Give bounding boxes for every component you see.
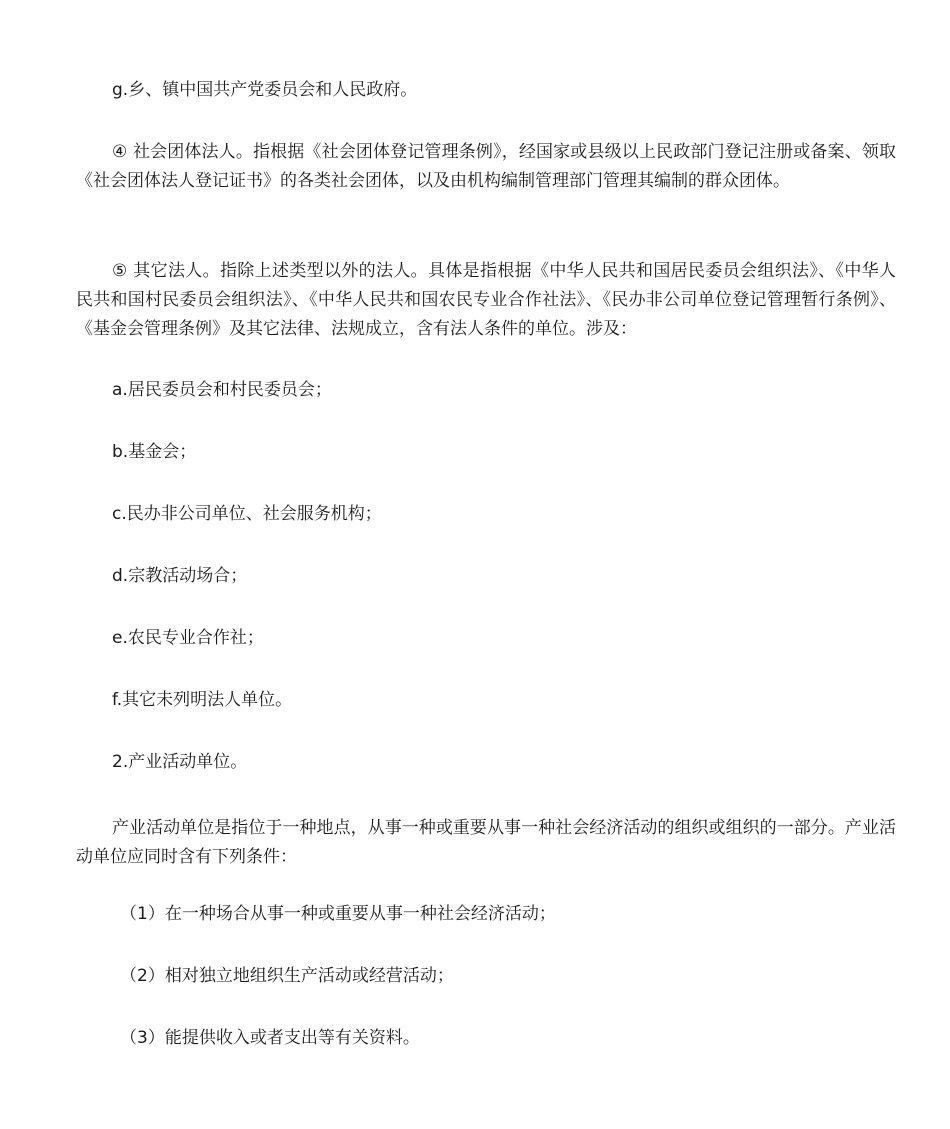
paragraph-item-c: c.民办非公司单位、社会服务机构； <box>112 504 382 524</box>
paragraph-other-legal-person: ⑤ 其它法人。指除上述类型以外的法人。具体是指根据《中华人民共和国居民委员会组织法》、《中华人民共和国村民委员会组织法》、《中华人民共和国农民专业合作社法》、《民办非公司单位登记管理暂行条例》、《基金会管理条例》及其它法律、法规成立，含有法人条件的单位。涉及： <box>76 261 896 339</box>
paragraph-social-group-legal-person: ④ 社会团体法人。指根据《社会团体登记管理条例》，经国家或县级以上民政部门登记注册或备案、领取《社会团体法人登记证书》的各类社会团体，以及由机构编制管理部门管理其编制的群众团体。 <box>76 142 896 191</box>
paragraph-item-f: f.其它未列明法人单位。 <box>112 690 293 710</box>
condition-item-2: （2）相对独立地组织生产活动或经营活动； <box>120 966 454 986</box>
paragraph-item-d: d.宗教活动场合； <box>112 566 248 586</box>
paragraph-item-g: g.乡、镇中国共产党委员会和人民政府。 <box>112 80 418 100</box>
paragraph-item-a: a.居民委员会和村民委员会； <box>112 380 332 400</box>
condition-item-3: （3）能提供收入或者支出等有关资料。 <box>120 1028 420 1048</box>
section-heading-industry-unit: 2.产业活动单位。 <box>112 752 248 772</box>
condition-item-1: （1）在一种场合从事一种或重要从事一种社会经济活动； <box>120 904 556 924</box>
paragraph-industry-unit-definition: 产业活动单位是指位于一种地点，从事一种或重要从事一种社会经济活动的组织或组织的一部分。产业活动单位应同时含有下列条件： <box>76 818 896 867</box>
paragraph-item-b: b.基金会； <box>112 442 197 462</box>
paragraph-item-e: e.农民专业合作社； <box>112 628 264 648</box>
